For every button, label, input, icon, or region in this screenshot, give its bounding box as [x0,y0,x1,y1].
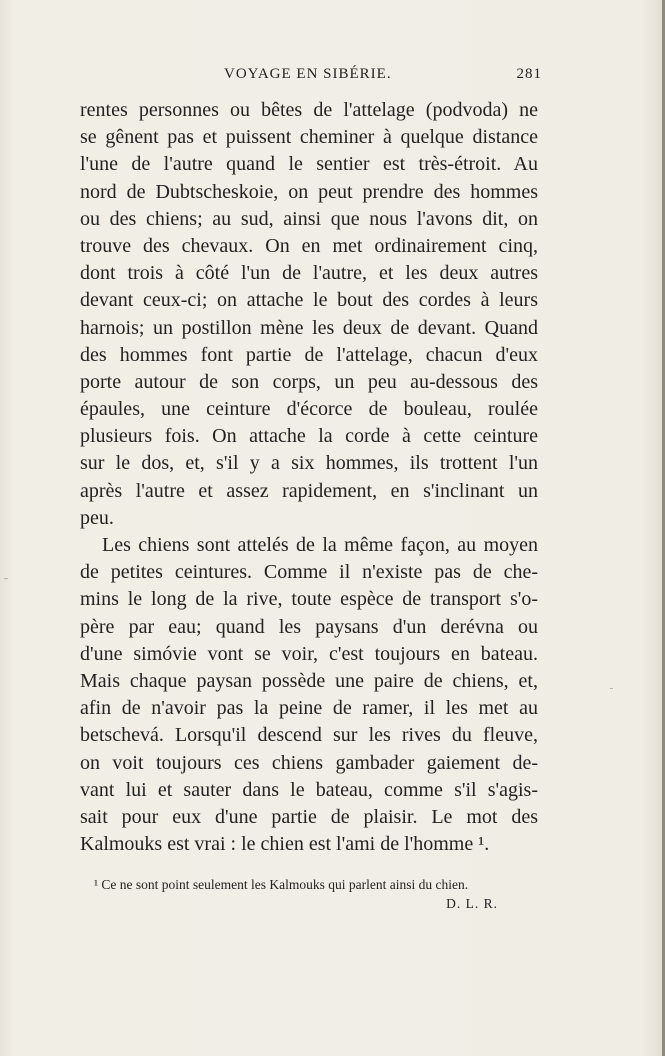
text-line: afin de n'avoir pas la peine de ramer, il les met au [80,697,538,720]
page-number: 281 [516,66,542,82]
text-line: sur le dos, et, s'il y a six hommes, ils trottent l'un [80,452,538,475]
text-line: Kalmouks est vrai : le chien est l'ami de l'homme ¹. [80,833,490,856]
text-line: nord de Dubtscheskoie, on peut prendre des hommes [80,180,538,203]
text-line: après l'autre et assez rapidement, en s'inclinant un [80,479,538,502]
text-line: porte autour de son corps, un peu au-dessous des [80,370,538,393]
text-line: l'une de l'autre quand le sentier est très-étroit. Au [80,153,538,176]
text-line: devant ceux-ci; on attache le bout des cordes à leurs [80,289,538,312]
footnote-text: ¹ Ce ne sont point seulement les Kalmouks qui parlent ainsi du chien. [94,877,469,892]
text-line: rentes personnes ou bêtes de l'attelage (podvoda) ne [80,99,538,121]
body-text [80,97,538,858]
text-line: Les chiens sont attelés de la même façon, au moyen [102,534,538,556]
margin-mark [610,688,613,689]
text-line: on voit toujours ces chiens gambader gaiement de- [80,751,538,774]
text-line: plusieurs fois. On attache la corde à cette ceinture [80,425,538,448]
text-line: épaules, une ceinture d'écorce de bouleau, roulée [80,398,538,421]
text-line: sait pour eux d'une partie de plaisir. Le mot des [80,805,538,828]
text-line: d'une simóvie vont se voir, c'est toujours en bateau. [80,642,538,665]
text-line: trouve des chevaux. On en met ordinairement cinq, [80,234,538,257]
text-line: Mais chaque paysan possède une paire de chiens, et, [80,669,538,692]
text-line: ou des chiens; au sud, ainsi que nous l'avons dit, on [80,207,538,230]
footnote [94,875,538,913]
text-line: père par eau; quand les paysans d'un derévna ou [80,615,538,638]
text-line: dont trois à côté l'un de l'autre, et les deux autres [80,262,538,285]
text-line: vant lui et sauter dans le bateau, comme s'il s'agis- [80,778,538,801]
margin-mark [4,578,8,579]
text-line: betschevá. Lorsqu'il descend sur les rives du fleuve, [80,724,538,747]
footnote-signature: D. L. R. [446,896,498,911]
running-head: VOYAGE EN SIBÉRIE. [224,66,392,82]
text-line: de petites ceintures. Comme il n'existe pas de che- [80,561,538,584]
text-line: se gênent pas et puissent cheminer à quelque distance [80,126,538,149]
page-header [82,66,542,88]
text-line: des hommes font partie de l'attelage, chacun d'eux [80,343,538,366]
text-line: harnois; un postillon mène les deux de devant. Quand [80,316,538,339]
text-line: mins le long de la rive, toute espèce de transport s'o- [80,588,538,611]
text-line: peu. [80,506,114,529]
